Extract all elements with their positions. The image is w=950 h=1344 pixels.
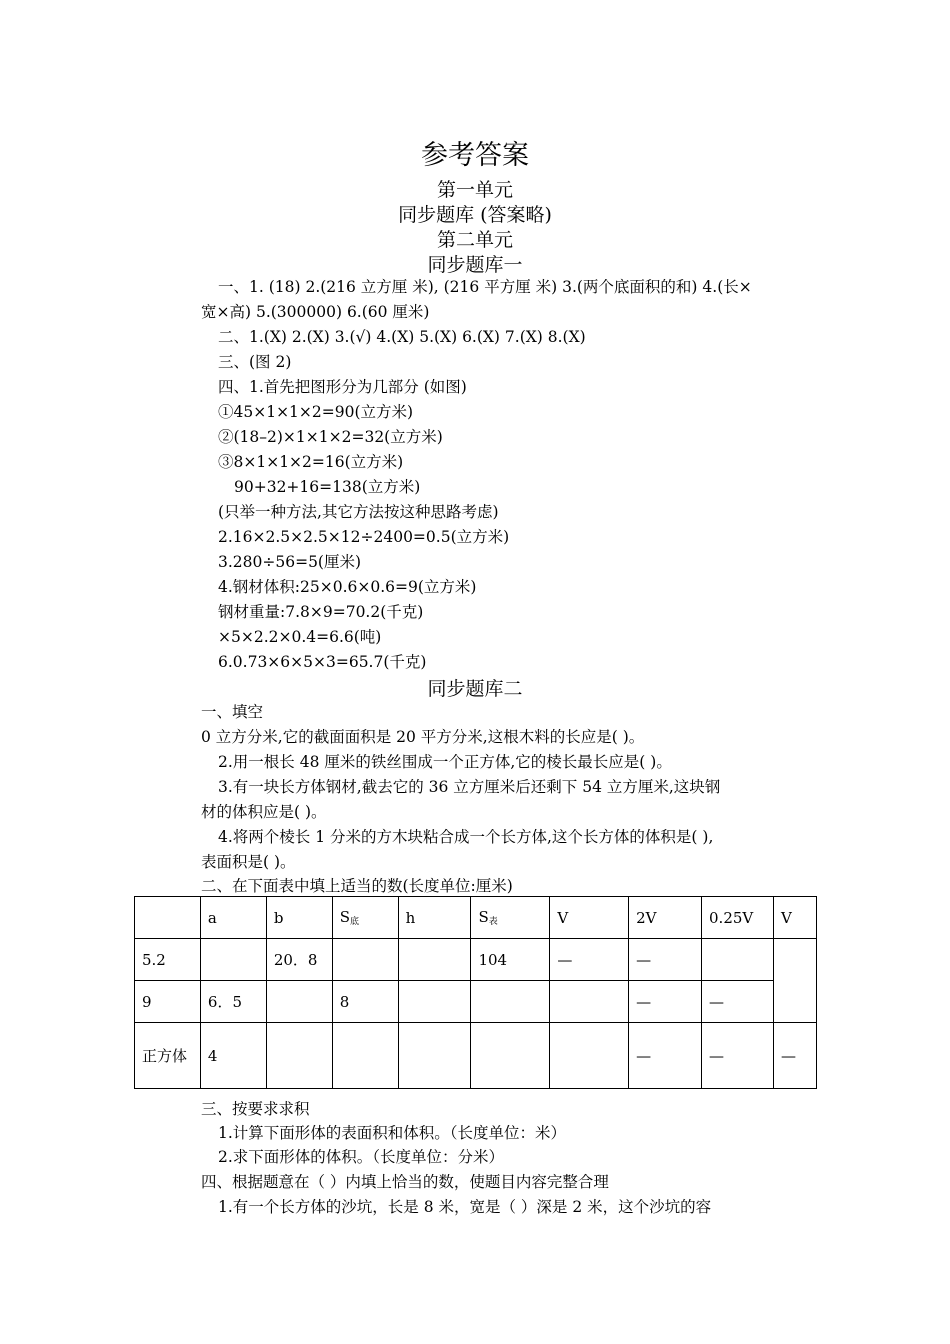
table-cell: [471, 981, 550, 1023]
table-row: [135, 939, 817, 981]
bank2-q2: 2.用一根长 48 厘米的铁丝围成一个正方体,它的棱长最长应是( )。: [218, 753, 672, 771]
table-cell: 20．8: [266, 939, 332, 981]
bank1-s2: 二、1.(X) 2.(X) 3.(√) 4.(X) 5.(X) 6.(X) 7.(X) 8.(X): [218, 328, 586, 346]
bank1-s1-line2: 宽×高) 5.(300000) 6.(60 厘米): [201, 303, 430, 321]
table-cell: [266, 1023, 332, 1089]
table-cell: [550, 981, 629, 1023]
table-cell: 2V: [629, 897, 702, 939]
bank1-answer3: 3.280÷56=5(厘米): [218, 553, 362, 571]
table-cell: 正方体: [135, 1023, 201, 1089]
table-cell: 9: [135, 981, 201, 1023]
table-cell: [398, 981, 471, 1023]
table-cell: —: [629, 981, 702, 1023]
bank2-q3-line1: 3.有一块长方体钢材,截去它的 36 立方厘米后还剩下 54 立方厘米,这块钢: [218, 778, 721, 796]
page-title: 参考答案: [421, 140, 529, 171]
table-cell: —: [702, 1023, 774, 1089]
bank1-calc4: 90+32+16=138(立方米): [234, 478, 421, 496]
bank1-s4: 四、1.首先把图形分为几部分 (如图): [218, 378, 467, 396]
table-cell: —: [702, 981, 774, 1023]
bank2-heading: 同步题库二: [427, 678, 523, 700]
table-cell: V: [550, 897, 629, 939]
table-row: [135, 981, 817, 1023]
table-cell: 5.2: [135, 939, 201, 981]
bank1-calc2: ②(18–2)×1×1×2=32(立方米): [218, 428, 443, 446]
bank2-fill-heading: 一、填空: [201, 703, 264, 721]
header-s-label: S: [339, 908, 351, 926]
bank1-answer4a: 4.钢材体积:25×0.6×0.6=9(立方米): [218, 578, 477, 596]
bank1-heading: 同步题库一: [427, 254, 523, 276]
bank2-q4-line1: 4.将两个棱长 1 分米的方木块粘合成一个长方体,这个长方体的体积是( ),: [218, 828, 714, 846]
bank1-answer4b: 钢材重量:7.8×9=70.2(千克): [218, 603, 424, 621]
table-cell: 6．5: [200, 981, 266, 1023]
bank2-s3-q1: 1.计算下面形体的表面积和体积。（长度单位：米）: [218, 1124, 567, 1142]
table-cell: [135, 897, 201, 939]
table-cell: [332, 897, 398, 939]
bank1-note: (只举一种方法,其它方法按这种思路考虑): [218, 503, 499, 521]
bank2-q1: 0 立方分米,它的截面面积是 20 平方分米,这根木料的长应是( )。: [201, 728, 645, 746]
table-cell: 104: [471, 939, 550, 981]
table-cell: [398, 1023, 471, 1089]
header-s-subscript: 表: [488, 917, 498, 927]
bank2-s4-q1: 1.有一个长方体的沙坑，长是 8 米，宽是（ ）深是 2 米，这个沙坑的容: [218, 1198, 712, 1216]
table-cell: [266, 981, 332, 1023]
bank1-s3: 三、(图 2): [218, 353, 292, 371]
table-cell: a: [200, 897, 266, 939]
fill-in-table: [134, 896, 817, 1089]
bank1-s1-line1: 一、1. (18) 2.(216 立方厘 米), (216 平方厘 米) 3.(两个底面积的和) 4.(长×: [218, 278, 752, 296]
bank1-answer2: 2.16×2.5×2.5×12÷2400=0.5(立方米): [218, 528, 510, 546]
bank2-q4-line2: 表面积是( )。: [201, 853, 296, 871]
table-cell: 0.25V: [702, 897, 774, 939]
table-cell: h: [398, 897, 471, 939]
table-cell: [702, 939, 774, 981]
bank2-s3-q2: 2.求下面形体的体积。（长度单位：分米）: [218, 1148, 505, 1166]
unit2-heading: 第二单元: [436, 229, 513, 251]
table-cell: [398, 939, 471, 981]
header-s-label: S: [478, 908, 489, 926]
bank1-answer5: ×5×2.2×0.4=6.6(吨): [218, 628, 382, 646]
table-cell: [332, 1023, 398, 1089]
bank2-q3-line2: 材的体积应是( )。: [201, 803, 327, 821]
bank1-calc3: ③8×1×1×2=16(立方米): [218, 453, 404, 471]
unit1-heading: 第一单元: [436, 179, 513, 201]
table-cell: [332, 939, 398, 981]
bank2-s4-heading: 四、根据题意在（ ）内填上恰当的数，使题目内容完整合理: [201, 1173, 609, 1191]
header-s-subscript: 底: [350, 917, 360, 927]
table-cell: [471, 1023, 550, 1089]
table-cell: —: [629, 1023, 702, 1089]
table-cell: —: [629, 939, 702, 981]
table-cell: [200, 939, 266, 981]
table-cell: b: [266, 897, 332, 939]
table-row: [135, 1023, 817, 1089]
table-cell: [550, 1023, 629, 1089]
bank1-answer6: 6.0.73×6×5×3=65.7(千克): [218, 653, 427, 671]
table-cell: [471, 897, 550, 939]
table-cell: V: [773, 897, 816, 939]
table-cell: —: [773, 1023, 816, 1089]
table-cell: 4: [200, 1023, 266, 1089]
table-cell: —: [550, 939, 629, 981]
unit1-subheading: 同步题库 (答案略): [398, 204, 552, 226]
table-cell: [773, 939, 816, 1023]
bank2-s3-heading: 三、按要求求积: [201, 1100, 310, 1118]
table-header-row: [135, 897, 817, 939]
table-cell: 8: [332, 981, 398, 1023]
bank1-calc1: ①45×1×1×2=90(立方米): [218, 403, 414, 421]
bank2-table-heading: 二、在下面表中填上适当的数(长度单位:厘米): [201, 877, 513, 895]
